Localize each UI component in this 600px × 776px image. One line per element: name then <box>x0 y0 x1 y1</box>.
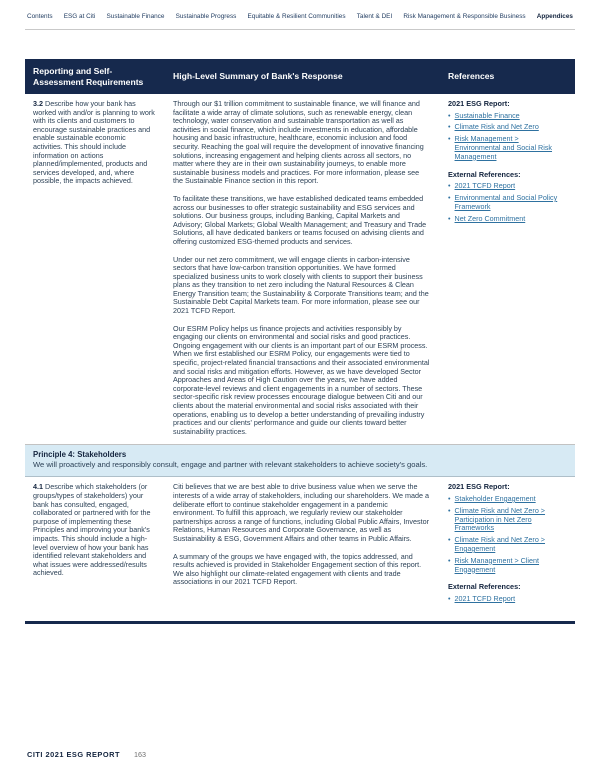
bullet-icon: • <box>448 593 451 603</box>
table-header-row <box>25 59 575 94</box>
summary-paragraph: Through our $1 trillion commitment to sustainable finance, we will finance and facilitate a wide array of climate solutions, such as renewable energy, clean technology, water conservation and sustainable transportation as well as activities in social finance, which include investments in education, affordable housing and basic infrastructure, healthcare, economic inclusion and food security. Reaching the goal will require the development of innovative financing solutions, increasing engagement and helping clients across all sectors, no matter where they are in their own sustainability journeys, to enable more sustainable business models and practices. For more information, please see the Sustainable Finance section in this report. <box>173 99 424 186</box>
reference-list-item <box>448 194 565 212</box>
principle-banner-title: Principle 4: Stakeholders <box>33 450 127 460</box>
requirement-text: Describe how your bank has worked with and/or is planning to work with its clients and customers to encourage sustainable practices and enable sustainable economic activities. This should include information on actions planned/implemented, products and services developed, and, where possible, the impacts achieved. <box>33 99 155 186</box>
top-navigation <box>25 0 575 30</box>
bullet-icon: • <box>448 192 451 202</box>
reference-link-risk-management-esrm[interactable]: Risk Management > Environmental and Social Risk Management <box>454 134 553 161</box>
summary-paragraph: Under our net zero commitment, we will engage clients in carbon-intensive sectors that have low-carbon transition opportunities. We have formed specialized business units to work closely with clients to support their business plans as they transition to net zero including the Natural Resources & Clean Energy Transition team; the Sustainability & Corporate Transitions team; and the Sustainable Debt Capital Markets team. For more information, please see our 2021 TCFD Report. <box>173 254 429 316</box>
reference-list-item <box>448 536 565 554</box>
requirement-cell-3-2 <box>25 94 165 444</box>
references-cell-4-1 <box>440 477 575 620</box>
table-bottom-rule <box>25 621 575 624</box>
reference-link-net-zero-frameworks[interactable]: Climate Risk and Net Zero > Participation in Net Zero Frameworks <box>454 505 546 533</box>
reference-list-item <box>448 495 565 504</box>
nav-item-contents[interactable]: Contents <box>27 13 53 20</box>
reference-link-tcfd-report[interactable]: 2021 TCFD Report <box>454 593 516 603</box>
nav-item-esg-at-citi[interactable]: ESG at Citi <box>63 13 96 20</box>
bullet-icon: • <box>448 555 451 565</box>
reference-link-net-zero-commitment[interactable]: Net Zero Commitment <box>454 213 526 223</box>
bullet-icon: • <box>448 181 451 191</box>
reference-group-title: External References: <box>448 582 521 592</box>
reference-group-title: External References: <box>448 169 521 179</box>
summary-paragraph: Our ESRM Policy helps us finance projects and activities responsibly by engaging our clients on environmental and social risks and good practices. Ongoing engagement with our clients is an important part of our ESRM process. When we first established our ESRM Policy, our engagements were tied to specific, project-related financial transactions and their associated environmental and social risks and mitigation efforts. However, as we have developed Sector Approaches and Areas of High Caution over the years, we have added corporate-level reviews and client engagements in a number of sectors. These sector-specific risk review processes encourage dialogue between Citi and our clients about the material environmental and social risks associated with their operations, enabling us to develop a better understanding of prevailing industry practices and our clients' performance and guide our clients toward better sustainability practices. <box>173 323 430 436</box>
reference-group-external <box>448 583 565 603</box>
summary-cell-3-2 <box>165 94 440 444</box>
page-footer <box>27 750 146 759</box>
reference-list-item <box>448 123 565 132</box>
summary-cell-4-1 <box>165 477 440 620</box>
requirement-text: Describe which stakeholders (or groups/types of stakeholders) your bank has consulted, engaged, collaborated or partnered with for the purpose of implementing these Principles and improving your bank's impacts. This should include a high-level overview of how your bank has identified relevant stakeholders and what issues were addressed/results achieved. <box>33 482 151 578</box>
requirement-cell-4-1 <box>25 477 165 620</box>
column-header-summary: High-Level Summary of Bank's Response <box>173 71 343 82</box>
reference-group-esg-report <box>448 483 565 574</box>
nav-item-talent-dei[interactable]: Talent & DEI <box>356 13 393 20</box>
nav-item-sustainable-finance[interactable]: Sustainable Finance <box>106 13 165 20</box>
footer-page-number: 163 <box>133 750 146 759</box>
nav-item-equitable-resilient-communities[interactable]: Equitable & Resilient Communities <box>247 13 346 20</box>
nav-item-sustainable-progress[interactable]: Sustainable Progress <box>175 13 237 20</box>
reference-list-item <box>448 112 565 121</box>
bullet-icon: • <box>448 493 451 503</box>
nav-item-risk-management-responsible-business[interactable]: Risk Management & Responsible Business <box>403 13 526 20</box>
reference-list-item <box>448 182 565 191</box>
reference-link-client-engagement[interactable]: Risk Management > Client Engagement <box>454 555 540 574</box>
bullet-icon: • <box>448 110 451 120</box>
reference-group-title: 2021 ESG Report: <box>448 482 510 492</box>
requirement-number: 4.1 <box>33 482 43 492</box>
bullet-icon: • <box>448 134 451 144</box>
reference-link-stakeholder-engagement[interactable]: Stakeholder Engagement <box>454 493 536 503</box>
table-row-3-2 <box>25 94 575 444</box>
bullet-icon: • <box>448 505 451 515</box>
bullet-icon: • <box>448 535 451 545</box>
reference-list-item <box>448 215 565 224</box>
references-cell-3-2 <box>440 94 575 444</box>
requirement-number: 3.2 <box>33 99 43 108</box>
column-header-requirements: Reporting and Self-Assessment Requirements <box>33 66 144 87</box>
reference-list-item <box>448 135 565 161</box>
reference-link-sustainable-finance[interactable]: Sustainable Finance <box>454 110 520 120</box>
bullet-icon: • <box>448 213 451 223</box>
reference-link-climate-risk-net-zero[interactable]: Climate Risk and Net Zero <box>454 122 539 132</box>
reference-group-esg-report <box>448 100 565 162</box>
reference-group-external <box>448 171 565 224</box>
reference-list-item <box>448 595 565 604</box>
nav-item-appendices-active[interactable]: Appendices <box>536 13 573 20</box>
column-header-references: References <box>448 71 495 82</box>
reference-link-climate-engagement[interactable]: Climate Risk and Net Zero > Engagement <box>454 535 546 553</box>
reference-list-item <box>448 507 565 533</box>
summary-paragraph: To facilitate these transitions, we have established dedicated teams embedded across our businesses to offer strategic sustainability and ESG services and solutions. Our business groups, including Banking, Capital Markets and Advisory; Global Markets; Global Wealth Management; and Treasury and Trade Solutions, all have dedicated bankers or teams focused on advising clients and offering customized ESG-themed products and services. <box>173 193 427 246</box>
reference-group-title: 2021 ESG Report: <box>448 99 510 108</box>
reference-link-tcfd-report[interactable]: 2021 TCFD Report <box>454 181 516 191</box>
principle-4-banner <box>25 445 575 477</box>
principle-banner-subtitle: We will proactively and responsibly consult, engage and partner with relevant stakeholders to achieve society's goals. <box>33 460 428 470</box>
summary-paragraph: A summary of the groups we have engaged with, the topics addressed, and results achieved is provided in Stakeholder Engagement section of this report. We also highlight our climate-related engagement with clients and trade associations in our 2021 TCFD Report. <box>173 551 422 587</box>
prb-response-table <box>25 59 575 624</box>
bullet-icon: • <box>448 122 451 132</box>
table-row-4-1 <box>25 477 575 620</box>
reference-link-es-policy-framework[interactable]: Environmental and Social Policy Framework <box>454 192 558 211</box>
summary-paragraph: Citi believes that we are best able to drive business value when we serve the interests of a wide array of stakeholders, including our shareholders. We made a deliberate effort to continue stakeholder engagement in a pandemic environment. To fulfill this approach, we regularly review our stakeholder partnerships across a range of functions, including Global Public Affairs, Investor Relations, Human Resources and Corporate Governance, as well as Sustainability & ESG, Government Affairs and other teams in Public Affairs. <box>173 482 429 543</box>
footer-report-title: CITI 2021 ESG REPORT <box>27 750 120 759</box>
reference-list-item <box>448 557 565 575</box>
